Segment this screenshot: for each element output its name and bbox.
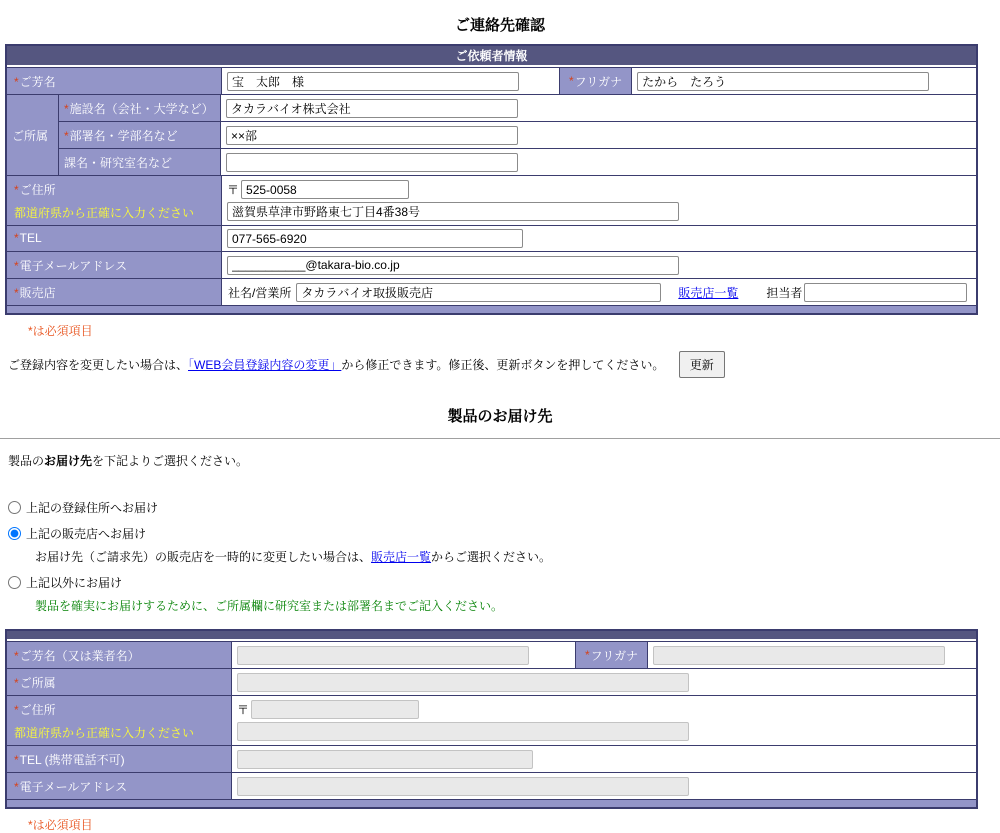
delivery-option-other[interactable]: 上記以外にお届け: [8, 574, 1000, 591]
requester-info-table: [5, 44, 978, 315]
section-divider: [0, 438, 1000, 439]
required-mark: *: [14, 676, 19, 690]
postal-mark: 〒: [237, 703, 250, 717]
recipient-tel-input: [237, 750, 533, 769]
dealer-field-label: 社名/営業所: [228, 285, 292, 300]
address-note: 都道府県から正確に入力ください: [14, 206, 195, 220]
email-input[interactable]: [227, 256, 679, 275]
staff-label: 担当者: [766, 285, 803, 300]
required-mark: *: [14, 231, 19, 245]
update-button[interactable]: 更新: [679, 351, 725, 378]
requester-table-header: ご依頼者情報: [7, 46, 976, 67]
address-label: *ご住所 都道府県から正確に入力ください: [7, 176, 222, 225]
required-mark: *: [569, 74, 574, 88]
recipient-table: [5, 629, 978, 809]
facility-input[interactable]: [226, 99, 518, 118]
delivery-option-dealer-radio[interactable]: [8, 527, 21, 540]
row-recipient-tel: [7, 745, 976, 772]
row-section: [59, 148, 976, 175]
department-input[interactable]: [226, 126, 518, 145]
dealer-input[interactable]: [296, 283, 661, 302]
name-label: *ご芳名: [7, 68, 222, 94]
recipient-affiliation-label: *ご所属: [7, 669, 232, 695]
row-recipient-address: [7, 695, 976, 745]
name-input[interactable]: [227, 72, 519, 91]
delivery-option-registered-radio[interactable]: [8, 501, 21, 514]
recipient-email-input: [237, 777, 689, 796]
required-mark: *: [585, 648, 590, 662]
recipient-affiliation-input: [237, 673, 689, 692]
staff-input[interactable]: [804, 283, 967, 302]
row-department: [59, 121, 976, 148]
required-mark: *: [14, 75, 19, 89]
page-title: ご連絡先確認: [454, 17, 545, 34]
delivery-options: [8, 499, 1000, 614]
required-mark: *: [64, 129, 69, 143]
required-mark: *: [14, 703, 19, 717]
department-label: *部署名・学部名など: [59, 122, 221, 148]
required-mark: *: [64, 102, 69, 116]
row-dealer: [7, 278, 976, 305]
required-note-2: *は必須項目: [28, 818, 93, 832]
recipient-kana-label: * フリガナ: [575, 642, 648, 668]
dealer-list-link[interactable]: 販売店一覧: [678, 285, 739, 300]
required-mark: *: [14, 183, 19, 197]
row-recipient-email: [7, 772, 976, 799]
web-member-change-link[interactable]: 「WEB会員登録内容の変更」: [188, 358, 342, 372]
recipient-address-label: *ご住所 都道府県から正確に入力ください: [7, 696, 232, 745]
recipient-postal-input: [251, 700, 419, 719]
row-affiliation-group: [7, 94, 976, 175]
update-instruction: ご登録内容を変更したい場合は、「WEB会員登録内容の変更」から修正できます。修正後、更新ボタンを押してください。 更新: [8, 351, 1000, 378]
row-address: [7, 175, 976, 225]
row-recipient-name: [7, 641, 976, 668]
recipient-address-input: [237, 722, 689, 741]
kana-label: * フリガナ: [559, 68, 632, 94]
recipient-name-label: *ご芳名（又は業者名）: [7, 642, 232, 668]
delivery-section-title: 製品のお届け先: [447, 408, 553, 425]
required-note: *は必須項目: [28, 324, 93, 338]
recipient-email-label: *電子メールアドレス: [7, 773, 232, 799]
required-mark: *: [14, 780, 19, 794]
required-mark: *: [14, 753, 19, 767]
facility-label: *施設名（会社・大学など）: [59, 95, 221, 121]
section-input[interactable]: [226, 153, 518, 172]
row-name: [7, 67, 976, 94]
recipient-tel-label: *TEL (携帯電話不可): [7, 746, 232, 772]
recipient-name-input: [237, 646, 529, 665]
dealer-list-link-2[interactable]: 販売店一覧: [371, 550, 432, 564]
table-footer-strip: [7, 305, 976, 313]
required-mark: *: [14, 259, 19, 273]
delivery-intro: 製品のお届け先を下記よりご選択ください。: [8, 454, 249, 468]
required-mark: *: [14, 649, 19, 663]
recipient-address-note: 都道府県から正確に入力ください: [14, 726, 195, 740]
email-label: *電子メールアドレス: [7, 252, 222, 278]
row-facility: [59, 95, 976, 121]
row-tel: [7, 225, 976, 251]
address-input[interactable]: [227, 202, 679, 221]
delivery-option-registered[interactable]: 上記の登録住所へお届け: [8, 499, 1000, 516]
dealer-option-note: お届け先（ご請求先）の販売店を一時的に変更したい場合は、販売店一覧からご選択ください。: [35, 550, 552, 564]
required-mark: *: [14, 286, 19, 300]
row-recipient-affiliation: [7, 668, 976, 695]
delivery-option-other-radio[interactable]: [8, 576, 21, 589]
delivery-option-dealer[interactable]: 上記の販売店へお届け: [8, 525, 1000, 542]
postal-code-input[interactable]: [241, 180, 409, 199]
recipient-kana-input: [653, 646, 945, 665]
table-footer-strip: [7, 799, 976, 807]
affiliation-group-label: ご所属: [7, 95, 59, 175]
dealer-label: *販売店: [7, 279, 222, 305]
recipient-table-header: [7, 631, 976, 641]
postal-mark: 〒: [227, 183, 240, 197]
row-email: [7, 251, 976, 278]
section-label: 課名・研究室名など: [59, 149, 221, 175]
tel-label: *TEL: [7, 226, 222, 251]
kana-input[interactable]: [637, 72, 929, 91]
tel-input[interactable]: [227, 229, 523, 248]
other-option-note: 製品を確実にお届けするために、ご所属欄に研究室または部署名までご記入ください。: [35, 599, 504, 613]
